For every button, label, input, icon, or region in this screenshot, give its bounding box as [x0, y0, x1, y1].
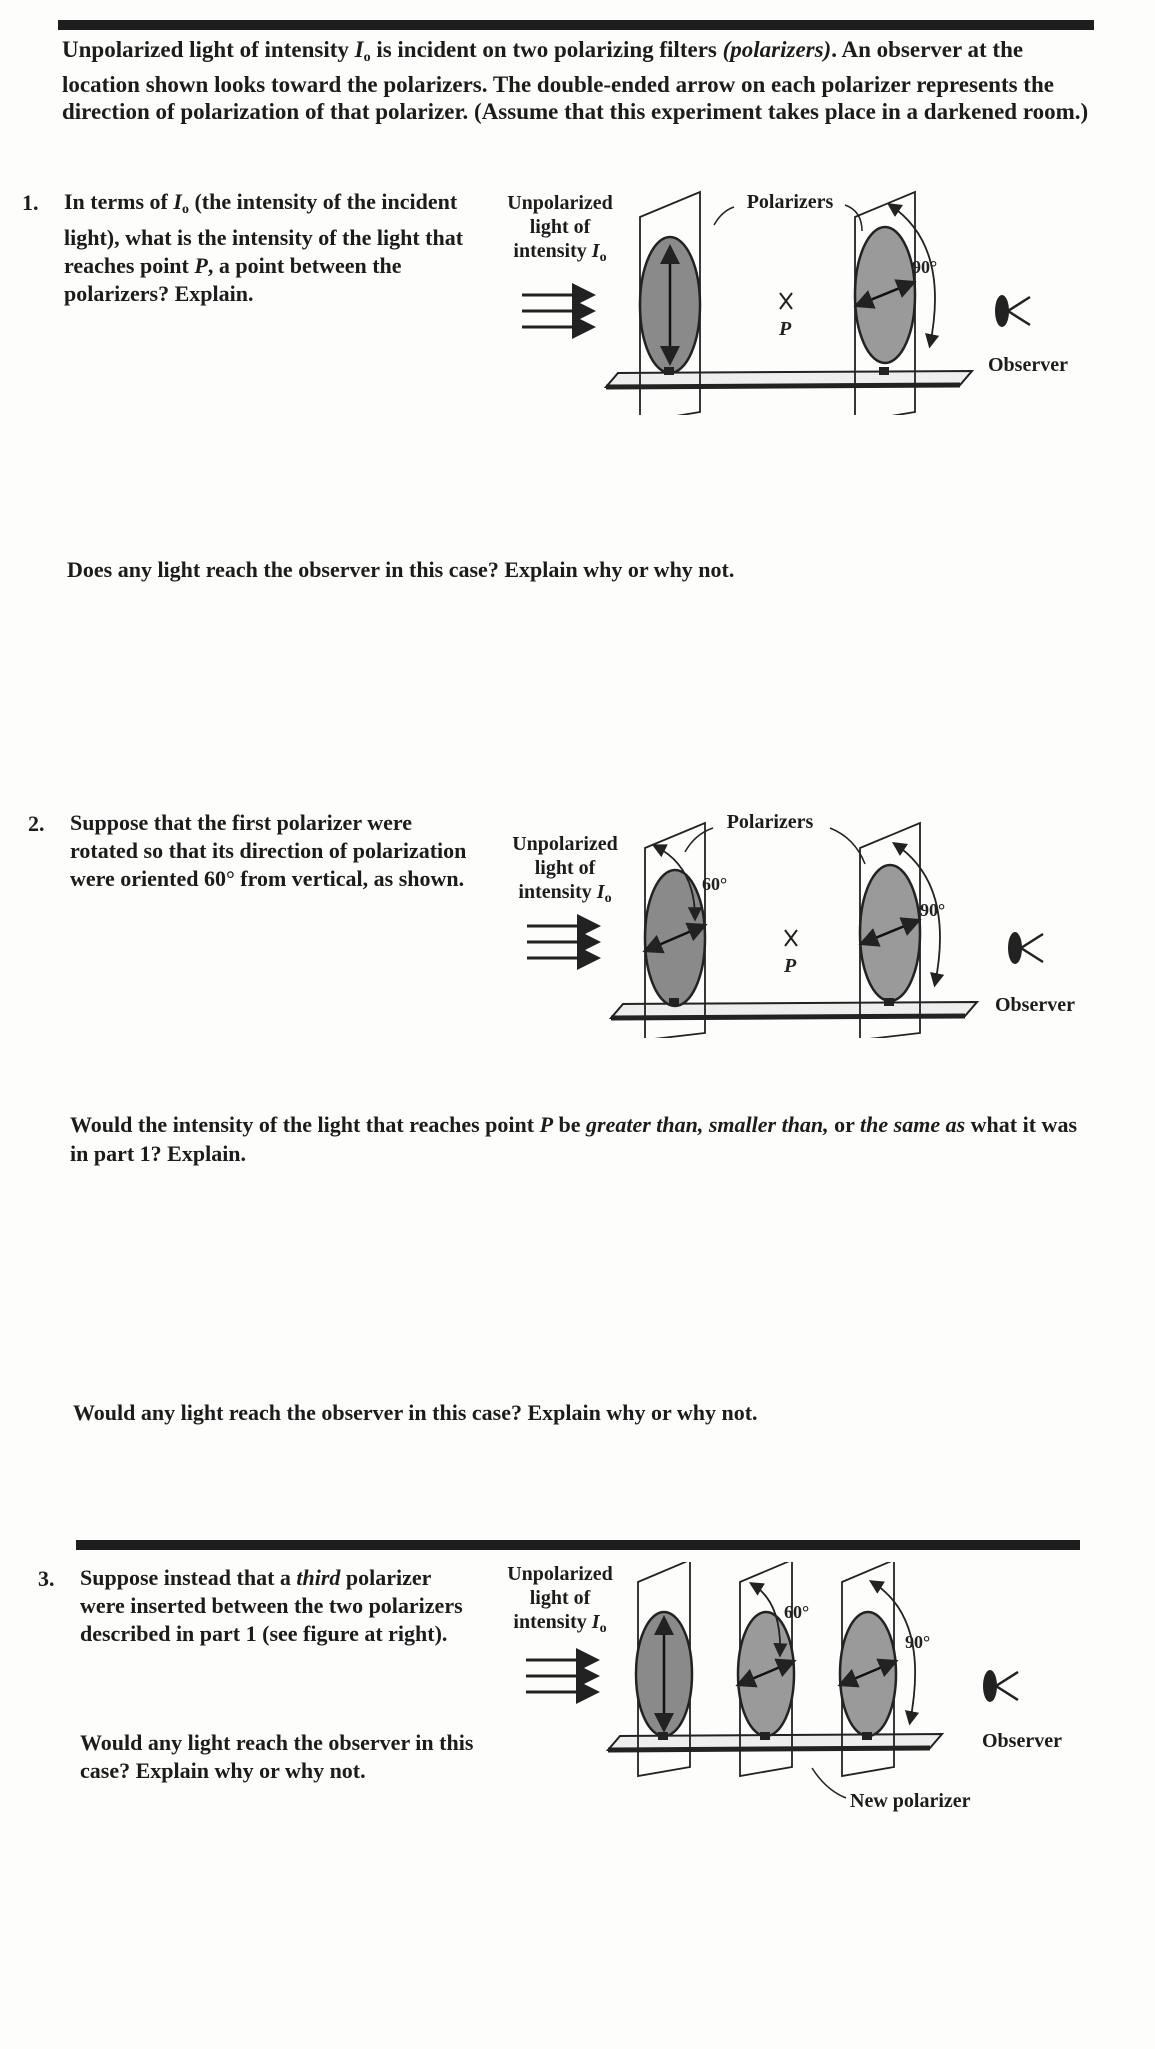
new-polarizer-label: New polarizer	[850, 1790, 971, 1812]
eye-icon	[983, 1670, 1018, 1702]
figure-2	[495, 808, 1115, 1038]
optical-bench	[606, 371, 972, 387]
angle-90-label: 90°	[912, 257, 938, 277]
observer-label: Observer	[982, 1730, 1062, 1752]
question-2-followup: Would the intensity of the light that reaches point P be greater than, smaller than, or the same as what it was in part 1? Explain.	[70, 1112, 1078, 1166]
question-2-followup-2: Would any light reach the observer in this case? Explain why or why not.	[73, 1400, 758, 1425]
figure-3-drawing	[490, 1562, 1110, 1822]
question-2-text: Suppose that the first polarizer were rotated so that its direction of polarization were oriented 60° from vertical, as shown.	[70, 810, 467, 891]
angle-90-label: 90°	[905, 1632, 931, 1652]
question-3-question: Would any light reach the observer in this case? Explain why or why not.	[80, 1730, 474, 1783]
polarizers-label: Polarizers	[726, 811, 814, 833]
angle-60-label: 60°	[702, 874, 728, 894]
question-3-text: Suppose instead that a third polarizer were inserted between the two polarizers described in part 1 (see figure at right).	[80, 1565, 463, 1646]
question-1-followup: Does any light reach the observer in this case? Explain why or why not.	[67, 557, 735, 582]
figure-2-drawing	[495, 808, 1115, 1038]
point-p-marker	[780, 293, 792, 309]
figure-3	[490, 1562, 1110, 1822]
point-p-marker	[785, 930, 797, 946]
eye-icon	[1008, 932, 1043, 964]
eye-icon	[995, 295, 1030, 327]
observer-label: Observer	[995, 994, 1075, 1016]
intro-paragraph: Unpolarized light of intensity $I_o$ is incident on two polarizing filters (polarizers). An observer at the location shown looks toward the polarizers. The double-ended arrow on each polarizer represents the direction of polarization of that polarizer. (Assume that this experiment takes place in a darkened room.)	[62, 37, 1089, 124]
question-1-text: In terms of $I_o$ (the intensity of the incident light), what is the intensity of the light that reaches point P, a point between the polarizers? Explain.	[64, 189, 464, 306]
angle-90-label: 90°	[920, 900, 946, 920]
question-3-number: 3.	[38, 1566, 55, 1591]
question-1-number: 1.	[22, 190, 39, 215]
incident-light-arrows	[522, 295, 590, 327]
unpolarized-light-label: Unpolarized light of intensity $I_o$	[507, 192, 613, 265]
unpolarized-light-label: Unpolarized light of intensity $I_o$	[512, 833, 618, 906]
polarizers-label: Polarizers	[746, 191, 834, 213]
incident-light-arrows	[527, 926, 595, 958]
point-p-label: P	[779, 318, 792, 340]
incident-light-arrows	[526, 1660, 594, 1692]
figure-1-drawing	[490, 185, 1110, 415]
top-rule	[58, 20, 1094, 30]
section-rule	[76, 1540, 1080, 1550]
angle-60-label: 60°	[784, 1602, 810, 1622]
point-p-label: P	[784, 955, 797, 977]
figure-1	[490, 185, 1110, 415]
observer-label: Observer	[988, 354, 1068, 376]
unpolarized-light-label: Unpolarized light of intensity $I_o$	[507, 1563, 613, 1636]
question-2-number: 2.	[28, 811, 45, 836]
